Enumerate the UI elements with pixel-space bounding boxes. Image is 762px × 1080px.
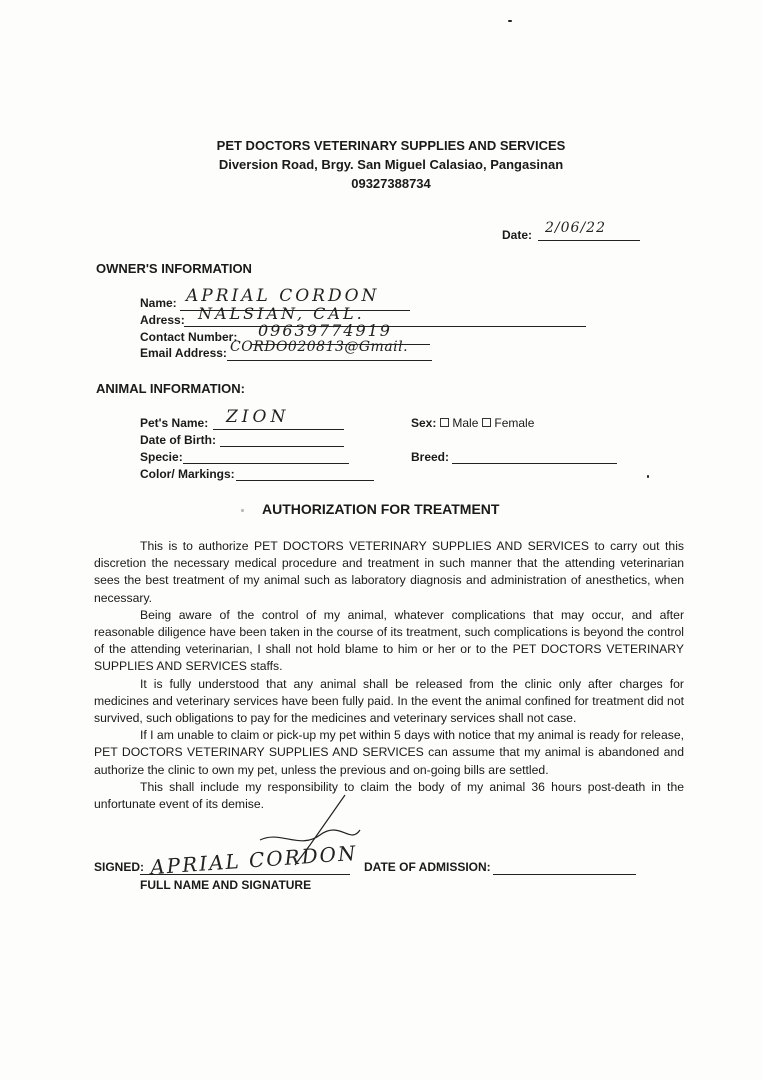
owner-name-label: Name:: [140, 296, 177, 310]
animal-section-title: ANIMAL INFORMATION:: [96, 381, 245, 396]
date-of-admission-label: DATE OF ADMISSION:: [364, 860, 491, 874]
pet-name-value[interactable]: ZION: [226, 407, 290, 427]
male-checkbox[interactable]: [440, 418, 449, 427]
authorization-body: [94, 538, 684, 813]
dob-line[interactable]: [220, 446, 344, 447]
signature-caption: FULL NAME AND SIGNATURE: [140, 878, 312, 892]
authorization-paragraph: This shall include my responsibility to claim the body of my animal 36 hours post-death in the unfortunate event of its demise.: [94, 779, 684, 812]
owner-email-value[interactable]: CORDO020813@Gmail.: [230, 339, 409, 355]
breed-label: Breed:: [411, 450, 450, 464]
date-line: [538, 240, 640, 241]
specie-label: Specie:: [140, 450, 183, 464]
business-name: PET DOCTORS VETERINARY SUPPLIES AND SERVICES: [216, 138, 566, 153]
date-value[interactable]: 2/06/22: [545, 220, 606, 236]
stray-mark: [241, 509, 244, 512]
authorization-paragraph: It is fully understood that any animal shall be released from the clinic only after charges for medicines and veterinary services have been fully paid. In the event the animal confined for treatment did not survived, such obligations to pay for the medicines and veterinary services shall not case.: [94, 676, 684, 726]
date-of-admission-line[interactable]: [493, 874, 636, 875]
date-label: Date:: [502, 228, 533, 242]
business-phone: 09327388734: [351, 176, 431, 191]
authorization-title: AUTHORIZATION FOR TREATMENT: [262, 501, 500, 517]
dob-label: Date of Birth:: [140, 433, 216, 447]
owner-section-title: OWNER'S INFORMATION: [96, 261, 252, 276]
signature-line: [140, 874, 350, 875]
business-address: Diversion Road, Brgy. San Miguel Calasiao, Pangasinan: [218, 157, 564, 172]
owner-contact-value[interactable]: 09639774919: [258, 321, 392, 340]
authorization-paragraph: If I am unable to claim or pick-up my pet within 5 days with notice that my animal is ready for release, PET DOCTORS VETERINARY SUPPLIES AND SERVICES can assume that my animal is abandoned and authorize the clinic to own my pet, unless the previous and on-going bills are settled.: [94, 728, 684, 777]
stray-mark: [508, 20, 512, 22]
female-label: Female: [494, 416, 535, 430]
pet-name-line: [213, 429, 344, 430]
stray-mark: [647, 475, 649, 478]
breed-line[interactable]: [452, 463, 617, 464]
signature-mark[interactable]: APRIAL CORDON: [149, 840, 359, 880]
sex-label: Sex:: [411, 416, 437, 430]
color-markings-line[interactable]: [236, 480, 374, 481]
owner-address-value[interactable]: NALSIAN, CAL.: [198, 304, 365, 323]
male-label: Male: [452, 416, 479, 430]
owner-email-label: Email Address:: [140, 346, 227, 360]
sex-field: [411, 416, 534, 430]
signature-flourish: [250, 790, 370, 870]
owner-contact-label: Contact Number:: [140, 330, 238, 344]
authorization-paragraph: This is to authorize PET DOCTORS VETERINARY SUPPLIES AND SERVICES to carry out this discretion the necessary medical procedure and treatment in such manner that the attending veterinarian sees the best treatment of my animal such as laboratory diagnosis and administration of anesthetics, when necessary.: [94, 539, 684, 605]
pet-name-label: Pet's Name:: [140, 416, 209, 430]
female-checkbox[interactable]: [482, 418, 491, 427]
color-markings-label: Color/ Markings:: [140, 467, 235, 481]
specie-line[interactable]: [183, 463, 349, 464]
signed-label: SIGNED:: [94, 860, 145, 874]
owner-address-label: Adress:: [140, 313, 185, 327]
owner-name-value[interactable]: APRIAL CORDON: [186, 286, 380, 306]
authorization-paragraph: Being aware of the control of my animal, whatever complications that may occur, and after reasonable diligence have been taken in the course of its treatment, such complications is beyond the control of the attending veterinarian, I shall not hold blame to him or her or to the PET DOCTORS VETERINARY SUPPLIES AND SERVICES staffs.: [94, 607, 684, 674]
owner-email-line: [227, 360, 432, 361]
